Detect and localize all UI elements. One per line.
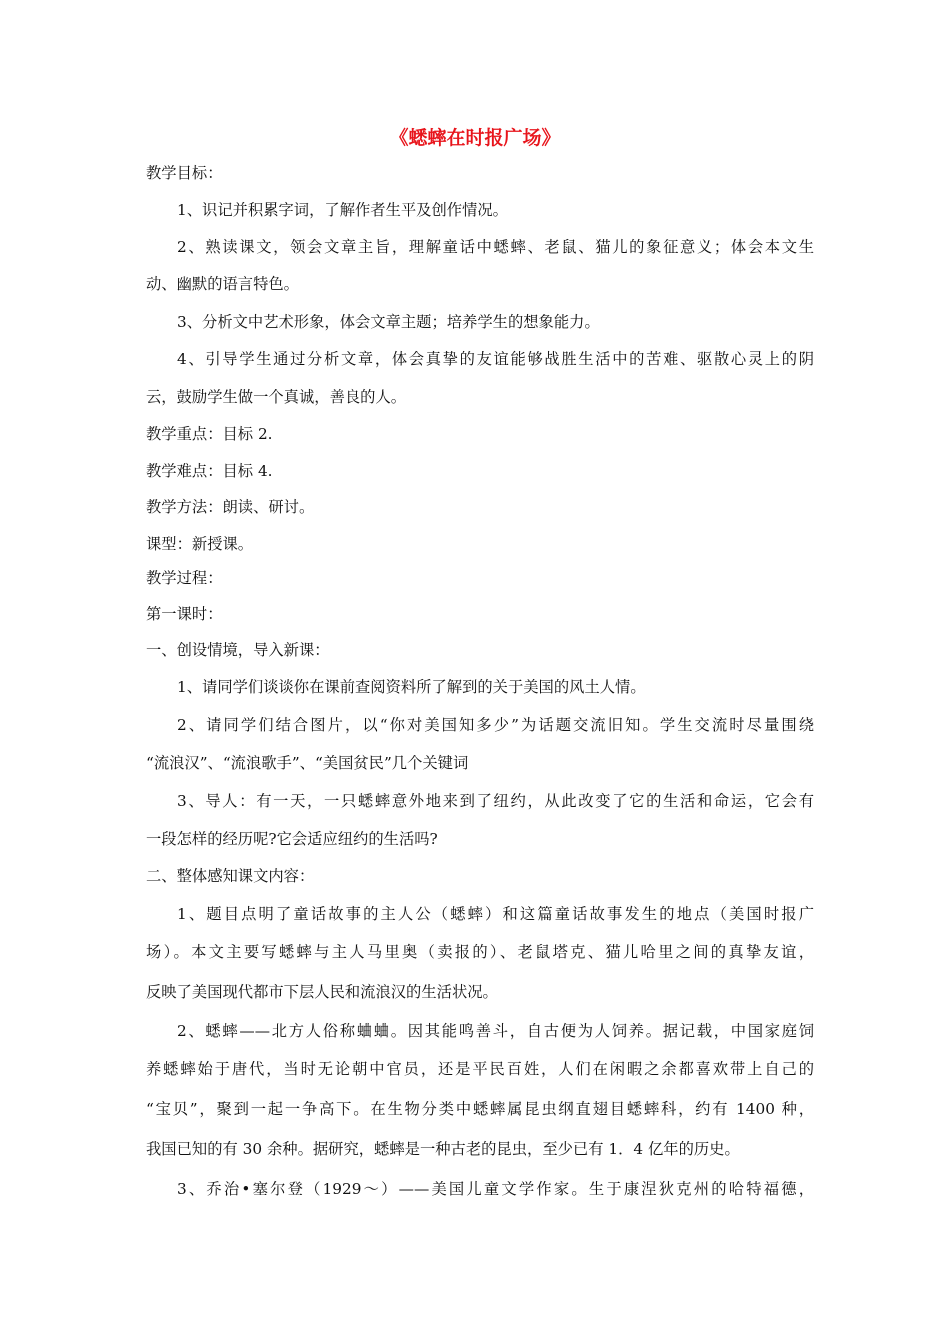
- paragraph-line: 2、请同学们结合图片，以“你对美国知多少”为话题交流旧知。学生交流时尽量围绕: [177, 716, 814, 734]
- section-heading: 二、整体感知课文内容：: [146, 867, 315, 885]
- document-title: 《蟋蟀在时报广场》: [389, 127, 561, 149]
- paragraph-line: “流浪汉”、“流浪歌手”、“美国贫民”几个关键词: [146, 754, 469, 772]
- paragraph-line: 1、请同学们谈谈你在课前查阅资料所了解到的关于美国的风土人情。: [177, 678, 646, 696]
- paragraph-line: 我国已知的有 30 余种。据研究，蟋蟀是一种古老的昆虫，至少已有 1．4 亿年的历史。: [146, 1140, 740, 1158]
- paragraph-line: 养蟋蟀始于唐代，当时无论朝中官员，还是平民百姓，人们在闲暇之余都喜欢带上自己的: [146, 1060, 814, 1078]
- paragraph-line: 课型：新授课。: [146, 535, 254, 553]
- paragraph-line: “宝贝”，聚到一起一争高下。在生物分类中蟋蟀属昆虫纲直翅目蟋蟀科，约有 1400 种，: [146, 1100, 814, 1118]
- paragraph-line: 教学重点：目标 2.: [146, 425, 273, 443]
- paragraph-line: 3、分析文中艺术形象，体会文章主题；培养学生的想象能力。: [177, 313, 600, 331]
- section-label-lesson: 第一课时：: [146, 605, 223, 623]
- paragraph-line: 2、熟读课文，领会文章主旨，理解童话中蟋蟀、老鼠、猫儿的象征意义；体会本文生: [177, 238, 814, 256]
- paragraph-line: 4、引导学生通过分析文章，体会真挚的友谊能够战胜生活中的苦难、驱散心灵上的阴: [177, 350, 814, 368]
- paragraph-line: 3、导人：有一天，一只蟋蟀意外地来到了纽约，从此改变了它的生活和命运，它会有: [177, 792, 814, 810]
- paragraph-line: 反映了美国现代都市下层人民和流浪汉的生活状况。: [146, 983, 498, 1001]
- paragraph-line: 场）。本文主要写蟋蟀与主人马里奥（卖报的）、老鼠塔克、猫儿哈里之间的真挚友谊，: [146, 943, 814, 961]
- section-label-process: 教学过程：: [146, 569, 223, 587]
- paragraph-line: 动、幽默的语言特色。: [146, 275, 299, 293]
- paragraph-line: 3、乔治•塞尔登（1929～）——美国儿童文学作家。生于康涅狄克州的哈特福德，: [177, 1180, 814, 1198]
- paragraph-line: 教学方法：朗读、研讨。: [146, 498, 315, 516]
- paragraph-line: 教学难点：目标 4.: [146, 462, 273, 480]
- paragraph-line: 1、题目点明了童话故事的主人公（蟋蟀）和这篇童话故事发生的地点（美国时报广: [177, 905, 814, 923]
- paragraph-line: 2、蟋蟀——北方人俗称蛐蛐。因其能鸣善斗，自古便为人饲养。据记载，中国家庭饲: [177, 1022, 814, 1040]
- section-heading: 一、创设情境，导入新课：: [146, 641, 330, 659]
- paragraph-line: 1、识记并积累字词，了解作者生平及创作情况。: [177, 201, 508, 219]
- section-label-objectives: 教学目标：: [146, 164, 223, 182]
- paragraph-line: 一段怎样的经历呢?它会适应纽约的生活吗?: [146, 830, 438, 848]
- paragraph-line: 云，鼓励学生做一个真诚，善良的人。: [146, 388, 407, 406]
